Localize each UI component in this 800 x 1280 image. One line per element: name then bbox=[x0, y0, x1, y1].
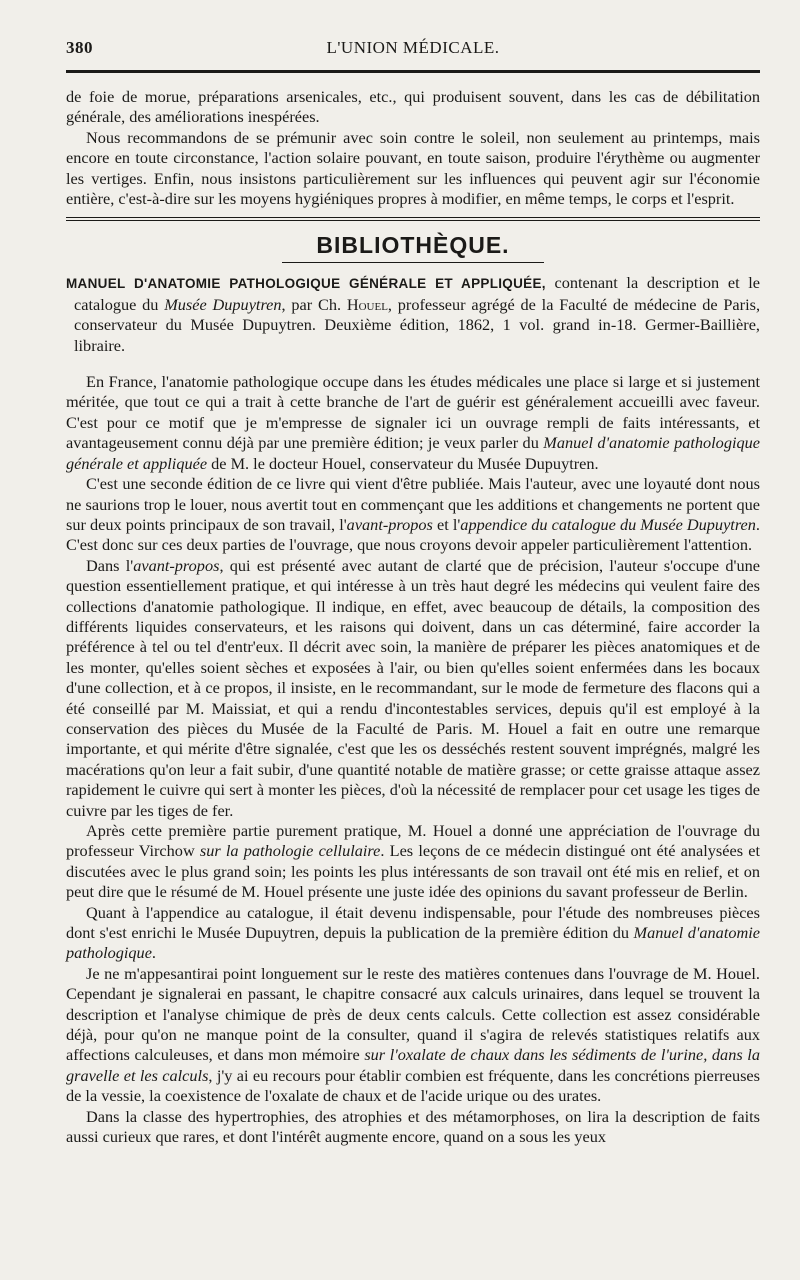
intro-paragraph-1: de foie de morue, préparations arsenicales, etc., qui produisent souvent, dans les cas de débilitation générale, des améliorations inespérées. bbox=[66, 87, 760, 127]
separator-rule-top bbox=[66, 217, 760, 218]
book-desc-b: , par Ch. bbox=[281, 294, 347, 314]
italic-run: Manuel d'anatomie pathologique générale et appliquée bbox=[66, 433, 760, 473]
intro-text bbox=[66, 87, 760, 209]
text-run: Je ne m'appesantirai point longuement sur le reste des matières contenues dans l'ouvrage de M. Houel. Cependant je signalerai en passant, le chapitre consacré aux calculs urinaires, dans lequel se trouvent la description et l'analyse chimique de près de deux cents calculs. Cette collection est assez considérable déjà, pour qu'on ne manque point de la consulter, quand il s'agira de relevés statistiques relatifs aux affections calculeuses, et dans mon mémoire bbox=[66, 963, 760, 1065]
intro-paragraph-2: Nous recommandons de se prémunir avec soin contre le soleil, non seulement au printemps, mais encore en toute circonstance, l'action solaire pouvant, en toute saison, produire l'érythème ou augmenter les vertiges. Enfin, nous insistons particulièrement sur les influences qui peuvent agir sur l'économie entière, c'est-à-dire sur les moyens hygiéniques propres à modifier, en même temps, le corps et l'esprit. bbox=[66, 127, 760, 209]
separator-rule-bottom bbox=[66, 220, 760, 221]
text-run: . Les leçons de ce médecin distingué ont été analysées et discutées avec le plus grand soin; les points les plus intéressants de son travail ont été mis en relief, et on peut dire que le résumé de M. Houel présente une juste idée des opinions du savant professeur de Berlin. bbox=[66, 841, 760, 902]
italic-run: appendice du catalogue du Musée Dupuytren bbox=[460, 514, 756, 534]
text-run: C'est une seconde édition de ce livre qui vient d'être publiée. Mais l'auteur, avec une loyauté dont nous ne saurions trop le louer, nous avertit tout en commençant que les additions et changements ne portent que sur deux points principaux de son travail, l' bbox=[66, 474, 760, 534]
text-run: . bbox=[151, 943, 156, 963]
body-paragraph-3 bbox=[66, 556, 760, 821]
body-paragraph-6 bbox=[66, 964, 760, 1107]
text-run: et l' bbox=[432, 514, 461, 534]
text-run: . C'est donc sur ces deux parties de l'ouvrage, que nous croyons devoir appeler particulièrement l'attention. bbox=[66, 514, 760, 555]
text-run: , j'y ai eu recours pour établir combien est fréquente, dans les concrétions pierreuses de la vessie, la coexistence de l'oxalate de chaux et de l'acide urique ou des urates. bbox=[66, 1065, 760, 1106]
text-run: Après cette première partie purement pratique, M. Houel a donné une appréciation de l'ouvrage du professeur Virchow bbox=[66, 821, 760, 861]
body-paragraph-4 bbox=[66, 821, 760, 903]
section-separator bbox=[66, 217, 760, 221]
italic-run: avant-propos bbox=[133, 555, 220, 575]
text-run: de M. le docteur Houel, conservateur du Musée Dupuytren. bbox=[207, 453, 599, 473]
book-reference bbox=[66, 273, 760, 356]
book-title: MANUEL D'ANATOMIE PATHOLOGIQUE GÉNÉRALE ET APPLIQUÉE, bbox=[66, 276, 546, 292]
body-paragraph-1 bbox=[66, 372, 760, 474]
section-title: BIBLIOTHÈQUE. bbox=[316, 232, 510, 259]
text-run: Dans l' bbox=[86, 555, 134, 575]
running-head: L'UNION MÉDICALE. bbox=[326, 38, 500, 57]
header-rule bbox=[66, 70, 760, 73]
page-header bbox=[66, 34, 760, 60]
italic-run: sur l'oxalate de chaux dans les sédiments de l'urine, dans la gravelle et les calculs bbox=[66, 1045, 760, 1085]
book-author: Houel bbox=[346, 294, 388, 314]
body-paragraph-2 bbox=[66, 474, 760, 556]
review-body bbox=[66, 372, 760, 1147]
book-desc-c: , professeur agrégé de la Faculté de médecine de Paris, conservateur du Musée Dupuytren. Deuxième édition, 1862, 1 vol. grand in-18. Germer-Baillière, libraire. bbox=[74, 294, 761, 355]
body-paragraph-7: Dans la classe des hypertrophies, des atrophies et des métamorphoses, on lira la description de faits aussi curieux que rares, et dont l'intérêt augmente encore, quand on a sous les yeux bbox=[66, 1106, 760, 1147]
italic-run: sur la pathologie cellulaire bbox=[199, 841, 381, 861]
page-number: 380 bbox=[66, 38, 93, 57]
italic-run: Manuel d'anatomie pathologique bbox=[66, 923, 760, 963]
text-run: , qui est présenté avec autant de clarté que de précision, l'auteur s'occupe d'une question essentiellement pratique, et qui intéresse à un très haut degré les médecins qui veulent faire des collections d'anatomie pathologique. Il indique, en effet, avec beaucoup de détails, la composition des différents liquides conservateurs, et les raisons qui doivent, dans un cas déterminé, faire accorder la préférence à tel ou tel d'entr'eux. Il décrit avec soin, la manière de préparer les pièces anatomiques et de les monter, qu'elles soient sèches et exposées à l'air, ou bien qu'elles soient enfermées dans les bocaux d'une collection, et à ce propos, il insiste, en le recommandant, sur le mode de fermeture des flacons qui a été conseillé par M. Maissiat, et qui a rendu d'incontestables services, depuis qu'il est employé à la conservation des pièces du Musée de la Faculté de Paris. M. Houel a fait en outre une remarque importante, et qui mérite d'être signalée, c'est que les os desséchés restent souvent imprégnés, malgré les macérations qu'on leur a fait subir, d'une quantité notable de matière grasse; or cette graisse attaque assez rapidement le cuivre qui sert à monter les pièces, d'où la nécessité de remplacer pour cet usage les tiges de cuivre par les tiges de fer. bbox=[66, 555, 760, 820]
book-desc-a: contenant la description et le catalogue du bbox=[74, 273, 760, 314]
section-title-underline bbox=[282, 262, 544, 263]
book-museum: Musée Dupuytren bbox=[164, 294, 282, 314]
italic-run: avant-propos bbox=[346, 514, 433, 534]
text-run: Quant à l'appendice au catalogue, il était devenu indispensable, pour l'étude des nombreuses pièces dont s'est enrichi le Musée Dupuytren, depuis la publication de la première édition du bbox=[66, 902, 760, 943]
body-paragraph-5 bbox=[66, 903, 760, 964]
text-run: En France, l'anatomie pathologique occupe dans les études médicales une place si large et si justement méritée, que tout ce qui a trait à cette branche de l'art de guérir est généralement accueilli avec faveur. C'est pour ce motif que je m'empresse de signaler ici un ouvrage rempli de faits intéressants, et avantageusement connu déjà par une première édition; je veux parler du bbox=[66, 372, 760, 453]
